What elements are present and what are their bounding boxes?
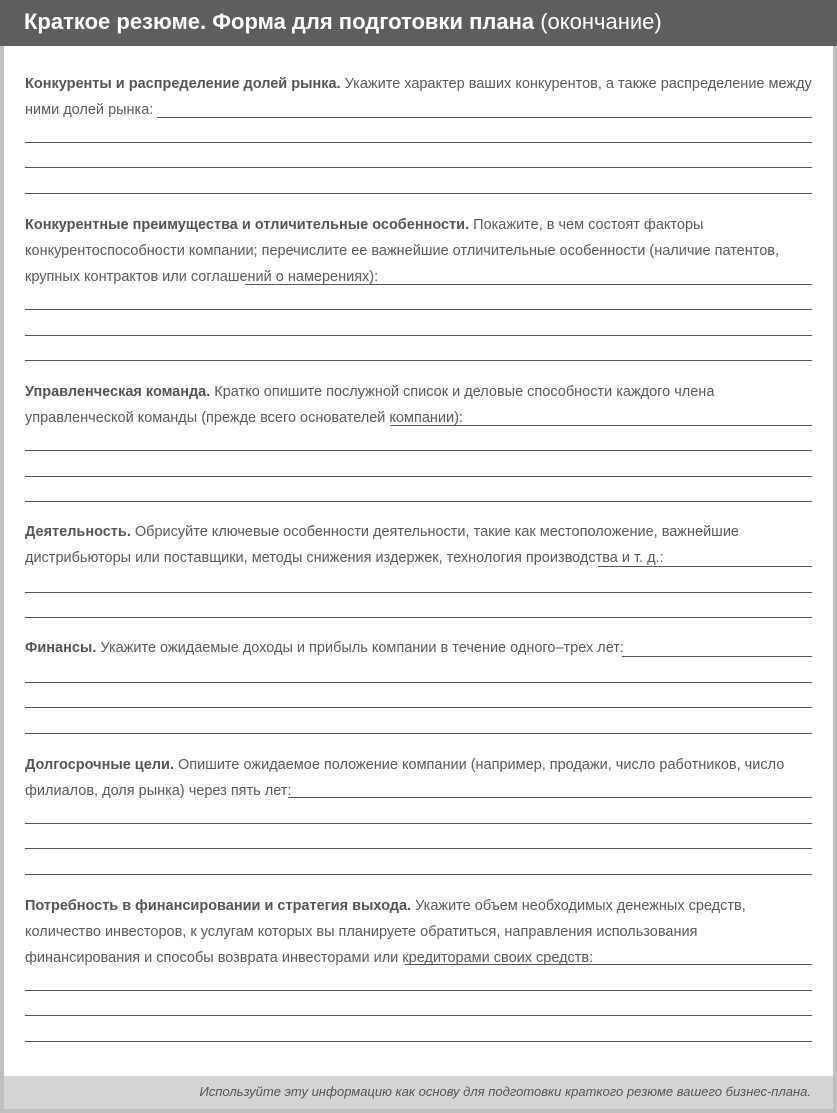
section-title: Управленческая команда. <box>25 384 211 400</box>
section-management <box>25 379 812 431</box>
section-text: Покажите, в чем состоят факторы конкурентоспособности компании; перечислите ее важнейшие отличительные особенности (наличие патентов, крупных контрактов или соглашений о намерениях): <box>25 217 780 285</box>
section-title: Конкуренты и распределение долей рынка. <box>25 76 341 92</box>
section-title: Деятельность. <box>25 524 131 540</box>
section-title: Долгосрочные цели. <box>25 757 174 773</box>
answer-line[interactable] <box>25 848 812 849</box>
answer-line[interactable] <box>25 335 812 336</box>
answer-line[interactable] <box>598 566 812 567</box>
answer-line[interactable] <box>25 193 812 194</box>
answer-line[interactable] <box>25 142 812 143</box>
answer-line[interactable] <box>25 1041 812 1042</box>
section-text: Опишите ожидаемое положение компании (например, продажи, число работников, число филиалов, доля рынка) через пять лет: <box>25 757 785 799</box>
page-header <box>0 0 837 46</box>
answer-line[interactable] <box>25 1015 812 1016</box>
answer-line[interactable] <box>390 425 812 426</box>
section-financing-exit <box>25 893 812 971</box>
section-text: Кратко опишите послужной список и деловые способности каждого члена управленческой команды (прежде всего основателей компании): <box>25 384 715 426</box>
answer-line[interactable] <box>622 656 812 657</box>
answer-line[interactable] <box>405 964 812 965</box>
answer-line[interactable] <box>25 592 812 593</box>
section-title: Конкурентные преимущества и отличительные особенности. <box>25 217 470 233</box>
section-finance <box>25 635 812 661</box>
footer-text: Используйте эту информацию как основу для подготовки краткого резюме вашего бизнес-плана. <box>199 1084 811 1099</box>
section-advantages <box>25 212 812 290</box>
answer-line[interactable] <box>25 476 812 477</box>
answer-line[interactable] <box>157 117 812 118</box>
footer-note <box>4 1076 833 1109</box>
answer-line[interactable] <box>25 501 812 502</box>
answer-line[interactable] <box>245 284 812 285</box>
header-title: Краткое резюме. Форма для подготовки плана <box>24 9 535 34</box>
answer-line[interactable] <box>25 617 812 618</box>
answer-line[interactable] <box>25 450 812 451</box>
answer-line[interactable] <box>25 682 812 683</box>
section-title: Финансы. <box>25 640 97 656</box>
answer-line[interactable] <box>25 707 812 708</box>
answer-line[interactable] <box>25 309 812 310</box>
answer-line[interactable] <box>288 797 812 798</box>
answer-line[interactable] <box>25 874 812 875</box>
answer-line[interactable] <box>25 167 812 168</box>
answer-line[interactable] <box>25 733 812 734</box>
section-text: Укажите характер ваших конкурентов, а также распределение между ними долей рынка: <box>25 76 812 118</box>
section-competitors <box>25 71 812 123</box>
section-title: Потребность в финансировании и стратегия выхода. <box>25 898 412 914</box>
answer-line[interactable] <box>25 823 812 824</box>
section-text: Укажите ожидаемые доходы и прибыль компании в течение одного–трех лет: <box>100 640 624 656</box>
answer-line[interactable] <box>25 360 812 361</box>
header-subtitle: (окончание) <box>540 9 662 34</box>
answer-line[interactable] <box>25 990 812 991</box>
section-text: Укажите объем необходимых денежных средств, количество инвесторов, к услугам которых вы планируете обратиться, направления использования финансирования и способы возврата инвесторами или кредиторами своих средств: <box>25 898 746 966</box>
section-operations <box>25 519 812 571</box>
section-text: Обрисуйте ключевые особенности деятельности, такие как местоположение, важнейшие дистрибьюторы или поставщики, методы снижения издержек, технология производства и т. д.: <box>25 524 739 566</box>
